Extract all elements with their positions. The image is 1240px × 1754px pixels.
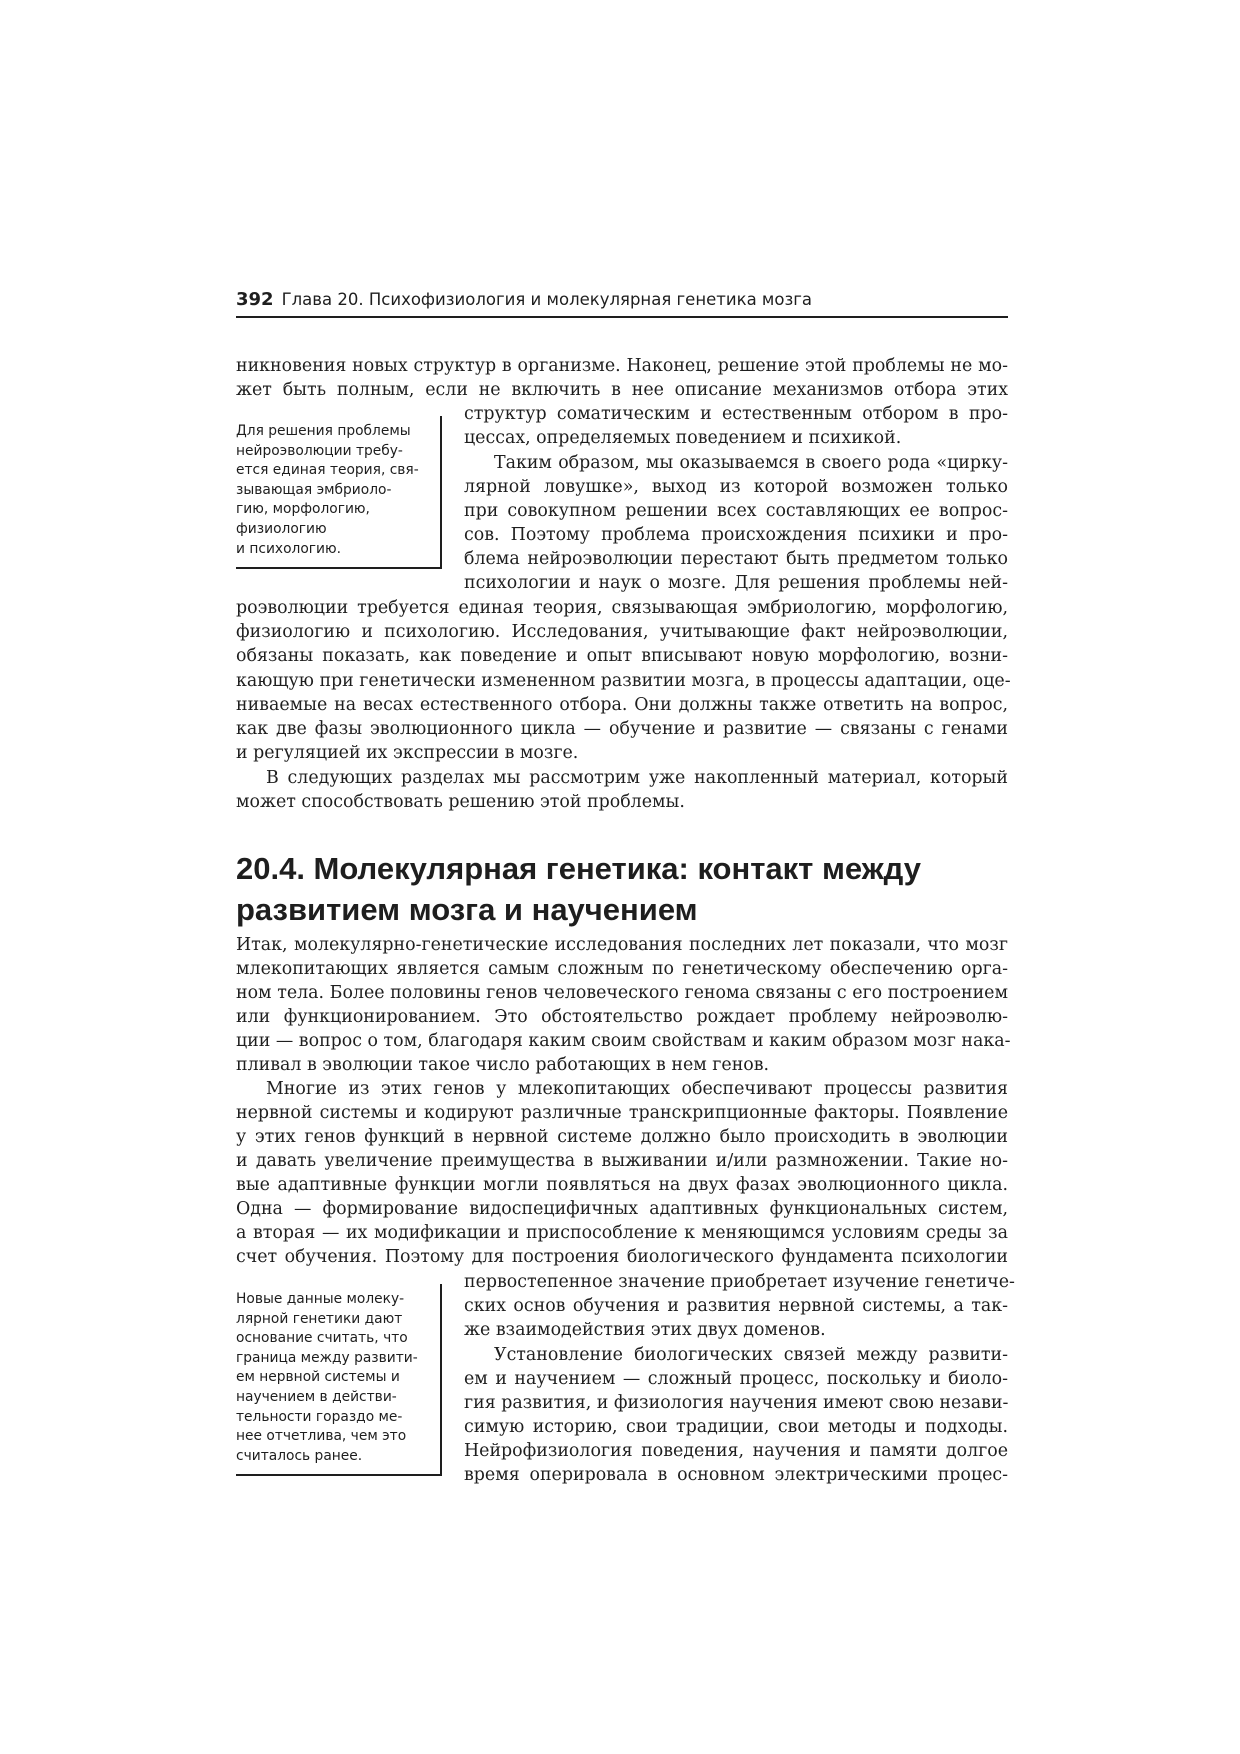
- section-heading: [236, 848, 1008, 930]
- section-heading-line: развитием мозга и научением: [236, 892, 698, 927]
- chapter-title: Глава 20. Психофизиология и молекулярная генетика мозга: [281, 290, 813, 309]
- text-line: ем и научением — сложный процесс, поскольку и биоло-: [464, 1369, 1008, 1389]
- text-line: а вторая — их модификации и приспособление к меняющимся условиям среды за: [236, 1223, 1008, 1243]
- text-line: жет быть полным, если не включить в нее описание механизмов отбора этих: [236, 380, 1008, 400]
- text-line: счет обучения. Поэтому для построения биологического фундамента психологии: [236, 1247, 1008, 1267]
- sidenote-line: тельности гораздо ме-: [236, 1408, 403, 1425]
- sidenote-line: научением в действи-: [236, 1388, 397, 1405]
- sidenote-line: граница между развити-: [236, 1349, 418, 1366]
- sidenote-line: основание считать, что: [236, 1330, 408, 1347]
- sidenote-line: гию, морфологию,: [236, 501, 370, 518]
- text-line: ниваемые на весах естественного отбора. Они должны также ответить на вопрос,: [236, 695, 1008, 715]
- text-line: цессах, определяемых поведением и психикой.: [464, 428, 902, 448]
- text-line: Многие из этих генов у млекопитающих обеспечивают процессы развития: [266, 1079, 1008, 1099]
- sidenote-line: Для решения проблемы: [236, 423, 411, 439]
- text-line: кающую при генетически измененном развитии мозга, в процессы адаптации, оце-: [236, 671, 1011, 691]
- text-line: Одна — формирование видоспецифичных адаптивных функциональных систем,: [236, 1199, 1008, 1219]
- text-line: при совокупном решении всех составляющих ее вопрос-: [464, 501, 1008, 521]
- text-line: Установление биологических связей между развити-: [494, 1345, 1008, 1365]
- text-line: или функционированием. Это обстоятельство рождает проблему нейроэволю-: [236, 1007, 1008, 1027]
- sidenote-line: и психологию.: [236, 540, 342, 557]
- page-number: 392: [236, 289, 274, 310]
- text-line: гия развития, и физиология научения имеют свою незави-: [464, 1393, 1009, 1413]
- text-line: время оперировала в основном электрическими процес-: [464, 1465, 1008, 1485]
- text-line: вые адаптивные функции могли появляться на двух фазах эволюционного цикла.: [236, 1175, 1008, 1195]
- text-line: обязаны показать, как поведение и опыт вписывают новую морфологию, возни-: [236, 646, 1008, 666]
- text-line: первостепенное значение приобретает изучение генетиче-: [464, 1272, 1015, 1292]
- sidenote-line: нее отчетлива, чем это: [236, 1428, 407, 1445]
- sidenote-line: считалось ранее.: [236, 1447, 363, 1464]
- sidenote-line: ется единая теория, свя-: [236, 462, 419, 479]
- text-line: В следующих разделах мы рассмотрим уже накопленный материал, который: [266, 768, 1008, 788]
- text-line: пливал в эволюции такое число работающих в нем генов.: [236, 1055, 770, 1075]
- sidenote-line: Новые данные молеку-: [236, 1291, 405, 1307]
- sidenote-line: ем нервной системы и: [236, 1369, 400, 1386]
- text-line: как две фазы эволюционного цикла — обучение и развитие — связаны с генами: [236, 719, 1008, 739]
- text-line: Таким образом, мы оказываемся в своего рода «цирку-: [494, 453, 1008, 473]
- text-line: и давать увеличение преимущества в выживании и/или размножении. Такие но-: [236, 1151, 1008, 1171]
- sidenote-line: нейроэволюции требу-: [236, 442, 403, 459]
- text-line: Итак, молекулярно-генетические исследования последних лет показали, что мозг: [236, 935, 1008, 955]
- section-heading-line: 20.4. Молекулярная генетика: контакт между: [236, 851, 921, 886]
- sidenote-line: лярной генетики дают: [236, 1310, 403, 1327]
- text-line: симую историю, свои традиции, свои методы и подходы.: [464, 1417, 1008, 1437]
- text-line: лярной ловушке», выход из которой возможен только: [464, 477, 1008, 497]
- text-line: может способствовать решению этой проблемы.: [236, 792, 685, 812]
- running-header: [236, 289, 1008, 318]
- text-line: структур соматическим и естественным отбором в про-: [464, 404, 1008, 424]
- sidenote-line: зывающая эмбриоло-: [236, 481, 392, 498]
- text-line: физиологию и психологию. Исследования, учитывающие факт нейроэволюции,: [236, 622, 1008, 642]
- text-line: млекопитающих является самым сложным по генетическому обеспечению орга-: [236, 959, 1008, 979]
- text-line: Нейрофизиология поведения, научения и памяти долгое: [464, 1441, 1008, 1461]
- text-line: ном тела. Более половины генов человеческого генома связаны с его построением: [236, 983, 1008, 1003]
- text-line: ских основ обучения и развития нервной системы, а так-: [464, 1296, 1008, 1316]
- text-line: блема нейроэволюции перестают быть предметом только: [464, 549, 1008, 569]
- text-line: и регуляцией их экспрессии в мозге.: [236, 743, 579, 763]
- text-line: ции — вопрос о том, благодаря каким своим свойствам и каким образом мозг нака-: [236, 1031, 1011, 1051]
- sidenote-molecular-genetics: [236, 1284, 442, 1476]
- text-line: нервной системы и кодируют различные транскрипционные факторы. Появление: [236, 1103, 1008, 1123]
- text-line: сов. Поэтому проблема происхождения психики и про-: [464, 525, 1008, 545]
- text-line: у этих генов функций в нервной системе должно было происходить в эволюции: [236, 1127, 1008, 1147]
- text-line: психологии и наук о мозге. Для решения проблемы ней-: [464, 573, 1008, 593]
- sidenote-neuroevolution: [236, 416, 442, 569]
- sidenote-line: физиологию: [236, 520, 327, 537]
- text-line: же взаимодействия этих двух доменов.: [464, 1320, 826, 1340]
- text-line: роэволюции требуется единая теория, связывающая эмбриологию, морфологию,: [236, 598, 1008, 618]
- text-line: никновения новых структур в организме. Наконец, решение этой проблемы не мо-: [236, 356, 1008, 376]
